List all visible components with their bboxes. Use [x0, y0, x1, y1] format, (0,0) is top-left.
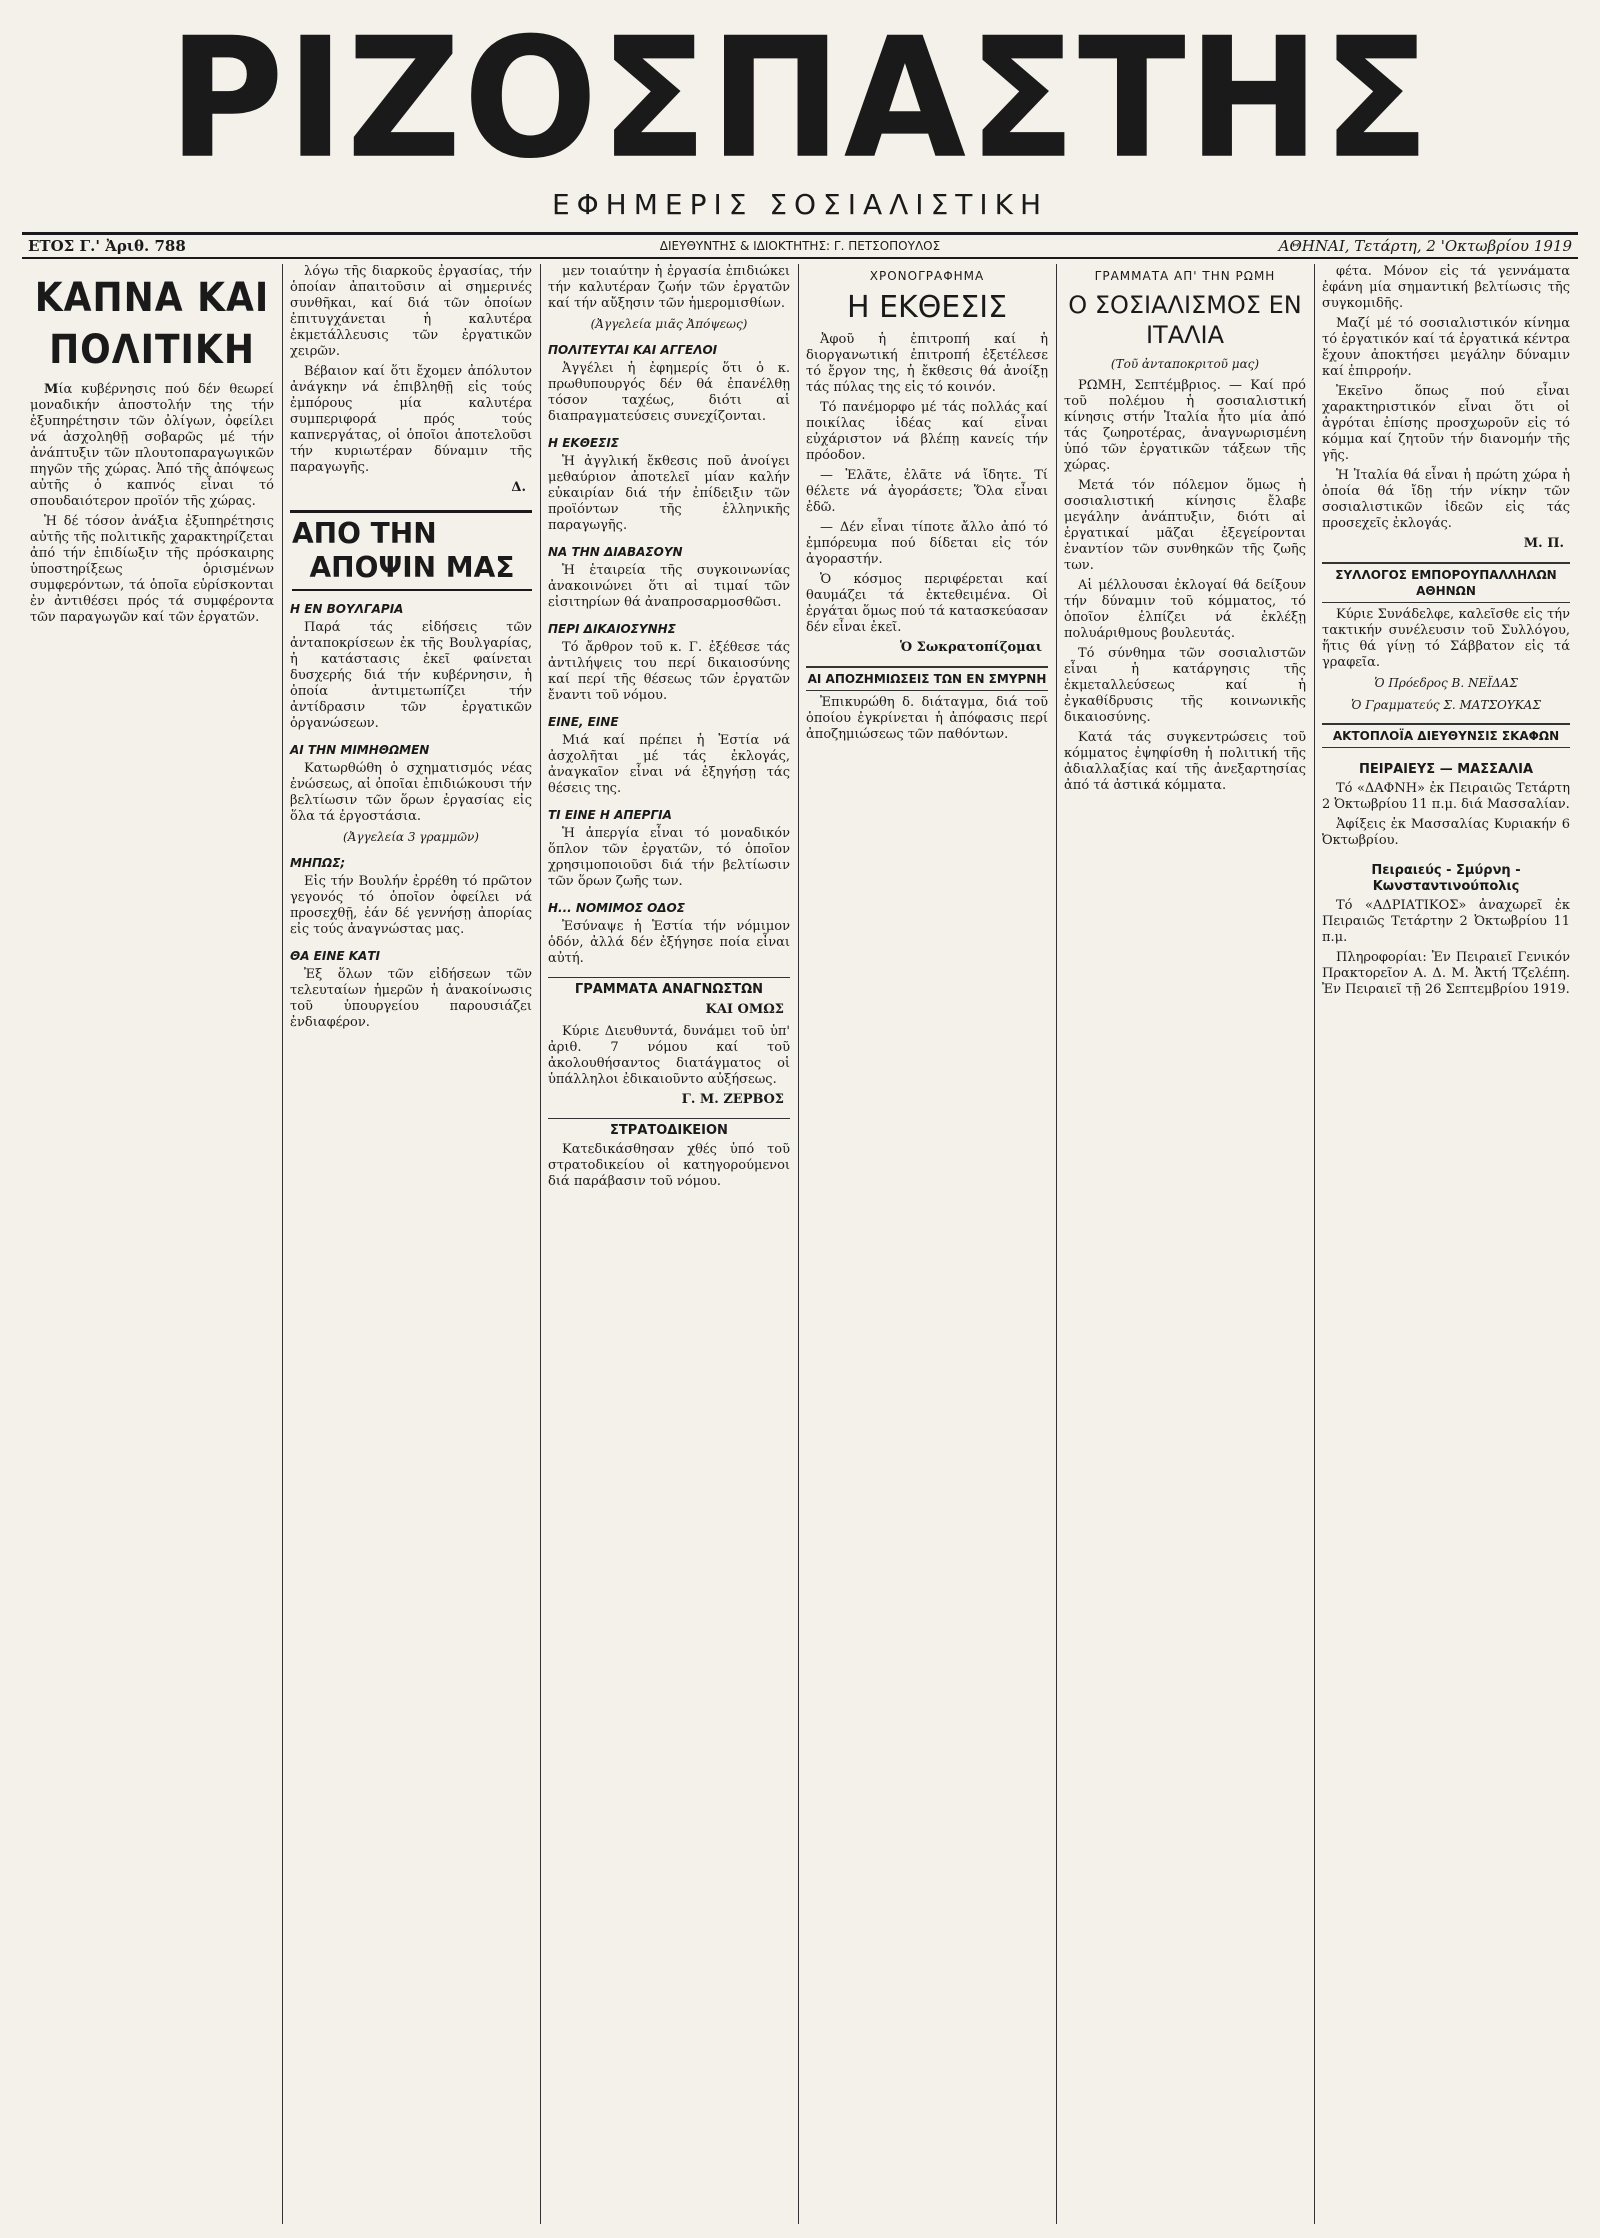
article-paragraph: Μία κυβέρνησις πού δέν θεωρεί μοναδικήν ἀποστολήν της τήν ἐξυπηρέτησιν τῶν ὀλίγων, ὀφείλει νά ἀσχοληθῇ σοβαρῶς μέ τήν ἀνάπτυξιν τῶν πλουτοπαραγωγικῶν πηγῶν τῆς χώρας. Ἀπό τῆς ἀπόψεως αὐτῆς ὁ καπνός εἶναι τό σπουδαιότερον προϊόν τῆς χώρας. [30, 382, 274, 509]
article-kicker: ΓΡΑΜΜΑΤΑ ΑΠ' ΤΗΝ ΡΩΜΗ [1094, 269, 1276, 283]
shipping-paragraph: Πληροφορίαι: Ἐν Πειραιεῖ Γενικόν Πρακτορεῖον Α. Δ. Μ. Ἀκτή Τζελέπη. Ἐν Πειραιεῖ τῇ 26 Σεπτεμβρίου 1919. [1322, 950, 1570, 997]
article-paragraph: Ἡ Ἰταλία θά εἶναι ἡ πρώτη χώρα ἡ ὁποία θά ἴδῃ τήν νίκην τῶν σοσιαλιστικῶν ἰδεῶν εἰς τάς προσεχεῖς ἐκλογάς. [1322, 468, 1570, 531]
subsection-title: Η ΕΝ ΒΟΥΛΓΑΡΙΑ [290, 602, 404, 616]
court-heading: ΣΤΡΑΤΟΔΙΚΕΙΟΝ [548, 1118, 790, 1139]
column-4 [798, 264, 1056, 2224]
news-box-title: ΑΙ ΑΠΟΖΗΜΙΩΣΕΙΣ ΤΩΝ ΕΝ ΣΜΥΡΝΗ [806, 666, 1048, 691]
article-paragraph: Ἡ ἑταιρεία τῆς συγκοινωνίας ἀνακοινώνει ὅτι αἱ τιμαί τῶν εἰσιτηρίων θά ἀναπροσαρμοσθῶσι. [548, 563, 790, 610]
article-paragraph: Ἐκεῖνο ὅπως πού εἶναι χαρακτηριστικόν εἶναι ὅτι οἱ ἀγρόται ἐπίσης προσχωροῦν εἰς τό κόμμα καί ζητοῦν τήν διανομήν τῆς γῆς. [1322, 384, 1570, 463]
article-signature: Μ. Π. [1523, 536, 1564, 551]
subsection-title: ΕΙΝΕ, ΕΙΝΕ [548, 715, 619, 729]
masthead-subtitle: ΕΦΗΜΕΡΙΣ ΣΟΣΙΑΛΙΣΤΙΚΗ [551, 188, 1049, 221]
article-paragraph: Κατά τάς συγκεντρώσεις τοῦ κόμματος ἐψηφίσθη ἡ πολιτική τῆς ἀδιαλλαξίας καί τῆς ἀνεξαρτησίας ἀπό τά ἀστικά κόμματα. [1064, 730, 1306, 793]
letters-heading: ΓΡΑΜΜΑΤΑ ΑΝΑΓΝΩΣΤΩΝ [548, 977, 790, 998]
subsection-title: ΠΟΛΙΤΕΥΤΑΙ ΚΑΙ ΑΓΓΕΛΟΙ [548, 343, 718, 357]
notice-signature: Ὁ Πρόεδρος Β. ΝΕΪΔΑΣ [1374, 676, 1518, 690]
article-paragraph: Κατεδικάσθησαν χθές ὑπό τοῦ στρατοδικείου οἱ κατηγορούμενοι διά παράβασιν τοῦ νόμου. [548, 1142, 790, 1189]
article-paragraph: Εἰς τήν Βουλήν ἐρρέθη τό πρῶτον γεγονός τό ὁποῖον ὀφείλει νά προσεχθῇ, ἐάν δέ γεννήσῃ ἀπορίας εἰς τούς ἀναγνώστας μας. [290, 874, 532, 937]
issue-date: ΑΘΗΝΑΙ, Τετάρτη, 2 'Οκτωβρίου 1919 [1278, 237, 1572, 255]
subsection-title: Η ΕΚΘΕΣΙΣ [548, 436, 619, 450]
masthead-title: ΡΙΖΟΣΠΑΣΤΗΣ [168, 2, 1432, 196]
article-byline: (Τοῦ ἀνταποκριτοῦ μας) [1110, 357, 1260, 371]
article-paragraph: Ἐξ ὅλων τῶν εἰδήσεων τῶν τελευταίων ἡμερῶν ἡ ἀνακοίνωσις τοῦ ὑπουργείου παρουσιάζει ἐνδιαφέρον. [290, 967, 532, 1030]
dateline-bar [22, 232, 1578, 259]
letters-subheading: ΚΑΙ ΟΜΩΣ [705, 1002, 784, 1017]
column-1 [22, 264, 282, 2224]
shipping-box-title: ΑΚΤΟΠΛΟΪΑ ΔΙΕΥΘΥΝΣΙΣ ΣΚΑΦΩΝ [1322, 723, 1570, 748]
subsection-title: ΝΑ ΤΗΝ ΔΙΑΒΑΣΟΥΝ [548, 545, 683, 559]
issue-number: ΕΤΟΣ Γ.' Ἀριθ. 788 [28, 237, 186, 255]
subsection-title: ΠΕΡΙ ΔΙΚΑΙΟΣΥΝΗΣ [548, 622, 676, 636]
article-paragraph: Ἀφοῦ ἡ ἐπιτροπή καί ἡ διοργανωτική ἐπιτροπή ἐξετέλεσε τό ἔργον της, ἡ ἔκθεσις θά ἀνοίξῃ τάς πύλας της εἰς τό κοινόν. [806, 332, 1048, 395]
shipping-paragraph: Ἀφίξεις ἐκ Μασσαλίας Κυριακήν 6 Ὀκτωβρίου. [1322, 817, 1570, 848]
notice-signature: Ὁ Γραμματεύς Σ. ΜΑΤΣΟΥΚΑΣ [1351, 698, 1541, 712]
article-paragraph: Μαζί μέ τό σοσιαλιστικόν κίνημα τό ἐργατικόν καί τά ἐργατικά κέντρα ἔχουν ἀποκτήσει μεγάλην δύναμιν καί ἐπιρροήν. [1322, 316, 1570, 379]
notice-paragraph: Κύριε Συνάδελφε, καλεῖσθε εἰς τήν τακτικήν συνέλευσιν τοῦ Συλλόγου, ἥτις θά γίνῃ τό Σάββατον εἰς τά γραφεῖα. [1322, 607, 1570, 670]
article-paragraph: Ἡ ἀγγλική ἔκθεσις ποῦ ἀνοίγει μεθαύριον ἀποτελεῖ μίαν καλήν εὐκαιρίαν διά τήν ἐπίδειξιν τῶν προϊόντων τῆς ἑλληνικῆς παραγωγῆς. [548, 454, 790, 533]
shipping-route: ΠΕΙΡΑΙΕΥΣ — ΜΑΣΣΑΛΙΑ [1358, 762, 1534, 777]
subsection-title: Η... ΝΟΜΙΜΟΣ ΟΔΟΣ [548, 901, 685, 915]
article-paragraph: μεν τοιαύτην ἡ ἐργασία ἐπιδιώκει τήν καλυτέραν ζωήν τῶν ἐργατῶν καί τήν αὔξησιν τῶν ἡμερομισθίων. [548, 264, 790, 311]
article-signature: Ὁ Σωκρατοπίζομαι [899, 640, 1042, 655]
article-paragraph: Ἐσύναψε ἡ Ἑστία τήν νόμιμον ὁδόν, ἀλλά δέν ἐξήγησε ποία εἶναι αὐτή. [548, 919, 790, 966]
article-paragraph: — Δέν εἶναι τίποτε ἄλλο ἀπό τό ἐμπόρευμα πού δίδεται εἰς τόν ἀγοραστήν. [806, 520, 1048, 567]
article-paragraph: Μιά καί πρέπει ἡ Ἑστία νά ἀσχολῆται μέ τάς ἐκλογάς, ἀναγκαῖον εἶναι νά ἐξηγήσῃ τάς θέσεις της. [548, 733, 790, 796]
letter-signature: Γ. Μ. ΖΕΡΒΟΣ [681, 1092, 784, 1107]
article-paragraph: Κατωρθώθη ὁ σχηματισμός νέας ἐνώσεως, αἱ ὁποῖαι ἐπιδιώκουσι τήν βελτίωσιν τῶν ὅρων ἐργασίας εἰς ὅλα τά ἐργοστάσια. [290, 761, 532, 824]
article-paragraph: Τό πανέμορφο μέ τάς πολλάς καί ποικίλας ἰδέας καί εἶναι εὐχάριστον νά βλέπῃ κανείς τήν πρόοδον. [806, 400, 1048, 463]
column-6 [1314, 264, 1578, 2224]
subsection-title: ΤΙ ΕΙΝΕ Η ΑΠΕΡΓΙΑ [548, 808, 672, 822]
article-paragraph: Τό σύνθημα τῶν σοσιαλιστῶν εἶναι ἡ κατάργησις τῆς ἐκμεταλλεύσεως καί ἡ ἐγκαθίδρυσις τῆς κοινωνικῆς δικαιοσύνης. [1064, 646, 1306, 725]
article-paragraph: Τό ἄρθρον τοῦ κ. Γ. ἐξέθεσε τάς ἀντιλήψεις του περί δικαιοσύνης καί περί τῆς θέσεως τῶν ἐργατῶν ἔναντι τοῦ νόμου. [548, 640, 790, 703]
article-paragraph: Ἡ ἀπεργία εἶναι τό μοναδικόν ὅπλον τῶν ἐργατῶν, τό ὁποῖον χρησιμοποιοῦσι διά τήν βελτίωσιν τῶν ὅρων ζωῆς των. [548, 826, 790, 889]
section-heading-top: ΑΠΟ ΤΗΝ [292, 517, 437, 550]
article-paragraph: Παρά τάς εἰδήσεις τῶν ἀνταποκρίσεων ἐκ τῆς Βουλγαρίας, ἡ κατάστασις ἐκεῖ φαίνεται δυσχερής διά τήν κυβέρνησιν, ἡ ὁποία ἀντιμετωπίζει τήν ἀντίδρασιν τῶν ἐργατικῶν ὀργανώσεων. [290, 620, 532, 731]
article-paragraph: λόγω τῆς διαρκοῦς ἐργασίας, τήν ὁποίαν ἀπαιτοῦσιν αἱ σημερινές συνθῆκαι, καί διά τῶν ὁποίων ἐπιτυγχάνεται ἡ καλυτέρα ἐκμετάλλευσις τῶν ἐργατικῶν χειρῶν. [290, 264, 532, 359]
article-paragraph: Αἱ μέλλουσαι ἐκλογαί θά δείξουν τήν δύναμιν τοῦ κόμματος, τό ὁποῖον ἐλπίζει νά ἐκλέξῃ πολυάριθμους βουλευτάς. [1064, 578, 1306, 641]
editor-line: ΔΙΕΥΘΥΝΤΗΣ & ΙΔΙΟΚΤΗΤΗΣ: Γ. ΠΕΤΣΟΠΟΥΛΟΣ [659, 239, 941, 253]
note: (Ἀγγελεία 3 γραμμῶν) [343, 830, 479, 844]
article-paragraph: Ἡ δέ τόσον ἀνάξια ἐξυπηρέτησις αὐτῆς τῆς πολιτικῆς χαρακτηρίζεται ἀπό τήν ἐπιδίωξιν τῆς πρόσκαιρης ὑποστηρίξεως ὁρισμένων συμφερόντων, τά ὁποῖα εὑρίσκονται ἐν ἀντιθέσει πρός τά συμφέροντα τῶν παραγωγῶν καί τῶν ἐργατῶν. [30, 514, 274, 625]
article-paragraph: Ὁ κόσμος περιφέρεται καί θαυμάζει τά ἐκτεθειμένα. Οἱ ἐργάται ὅμως πού τά κατασκεύασαν δέν εἶναι ἐκεῖ. [806, 572, 1049, 635]
subsection-title: ΘΑ ΕΙΝΕ ΚΑΤΙ [290, 949, 380, 963]
article-paragraph: ΡΩΜΗ, Σεπτέμβριος. — Καί πρό τοῦ πολέμου ἡ σοσιαλιστική κίνησις στήν Ἰταλία ἦτο μία ἀπό τάς ζωηροτέρας, ἀναγνωρισμένη ὑπό τῶν ἐργατικῶν τάξεων τῆς χώρας. [1064, 378, 1306, 473]
article-paragraph: — Ἐλᾶτε, ἐλᾶτε νά ἴδητε. Τί θέλετε νά ἀγοράσετε; Ὅλα εἶναι ἐδῶ. [806, 468, 1048, 515]
notice-box-title: ΣΥΛΛΟΓΟΣ ΕΜΠΟΡΟΥΠΑΛΛΗΛΩΝ ΑΘΗΝΩΝ [1322, 562, 1570, 603]
article-signature: Δ. [511, 480, 526, 495]
shipping-route: Πειραιεύς - Σμύρνη - Κωνσταντινούπολις [1371, 863, 1521, 894]
section-heading-box [290, 510, 532, 591]
column-2 [282, 264, 540, 2224]
article-paragraph: φέτα. Μόνον εἰς τά γεννάματα ἐφάνη μία σημαντική βελτίωσις τῆς συγκομιδῆς. [1322, 264, 1570, 311]
article-kicker: ΧΡΟΝΟΓΡΑΦΗΜΑ [869, 269, 985, 283]
column-5 [1056, 264, 1314, 2224]
lead-article-title: ΚΑΠΝΑ ΚΑΙ ΠΟΛΙΤΙΚΗ [34, 275, 270, 373]
shipping-paragraph: Τό «ΑΔΡΙΑΤΙΚΟΣ» ἀναχωρεῖ ἐκ Πειραιῶς Τετάρτην 2 Ὀκτωβρίου 11 π.μ. [1322, 898, 1570, 945]
subsection-title: ΜΗΠΩΣ; [290, 856, 346, 870]
article-paragraph: Ἐπικυρώθη δ. διάταγμα, διά τοῦ ὁποίου ἐγκρίνεται ἡ ἀπόφασις περί ἀποζημιώσεως τῶν παθόντων. [806, 695, 1048, 742]
subsection-title: ΑΙ ΤΗΝ ΜΙΜΗΘΩΜΕΝ [290, 743, 430, 757]
shipping-paragraph: Τό «ΔΑΦΝΗ» ἐκ Πειραιῶς Τετάρτη 2 Ὀκτωβρίου 11 π.μ. διά Μασσαλίαν. [1322, 781, 1570, 812]
note: (Ἀγγελεία μιᾶς Ἀπόψεως) [590, 317, 748, 331]
article-title: Ο ΣΟΣΙΑΛΙΣΜΟΣ ΕΝ ΙΤΑΛΙΑ [1068, 291, 1302, 349]
article-paragraph: Κύριε Διευθυντά, δυνάμει τοῦ ὑπ' ἀριθ. 7 νόμου καί τοῦ ἀκολουθήσαντος διατάγματος οἱ ὑπάλληλοι ἐδικαιοῦντο αὐξήσεως. [548, 1024, 790, 1087]
column-3 [540, 264, 798, 2224]
article-title: Η ΕΚΘΕΣΙΣ [846, 290, 1008, 325]
article-paragraph: Βέβαιον καί ὅτι ἔχομεν ἀπόλυτον ἀνάγκην νά ἐπιβληθῇ εἰς τούς ἐμπόρους μία καλυτέρα συμπεριφορά πρός τούς καπνεργάτας, οἱ ὁποῖοι ἀποτελοῦσι τήν κυριωτέραν δύναμιν τῆς παραγωγῆς. [290, 364, 532, 475]
section-heading-bottom: ΑΠΟΨΙΝ ΜΑΣ [292, 551, 532, 591]
article-paragraph: Ἀγγέλει ἡ ἐφημερίς ὅτι ὁ κ. πρωθυπουργός δέν θά ἐπανέλθῃ τόσον ταχέως, διότι αἱ διαπραγματεύσεις συνεχίζονται. [548, 361, 790, 424]
article-paragraph: Μετά τόν πόλεμον ὅμως ἡ σοσιαλιστική κίνησις ἔλαβε μεγάλην ἀνάπτυξιν, διότι αἱ ἐργατικαί μᾶζαι ἐξεγείρονται ἐναντίον τῶν συνθηκῶν τῆς ζωῆς των. [1064, 478, 1306, 573]
